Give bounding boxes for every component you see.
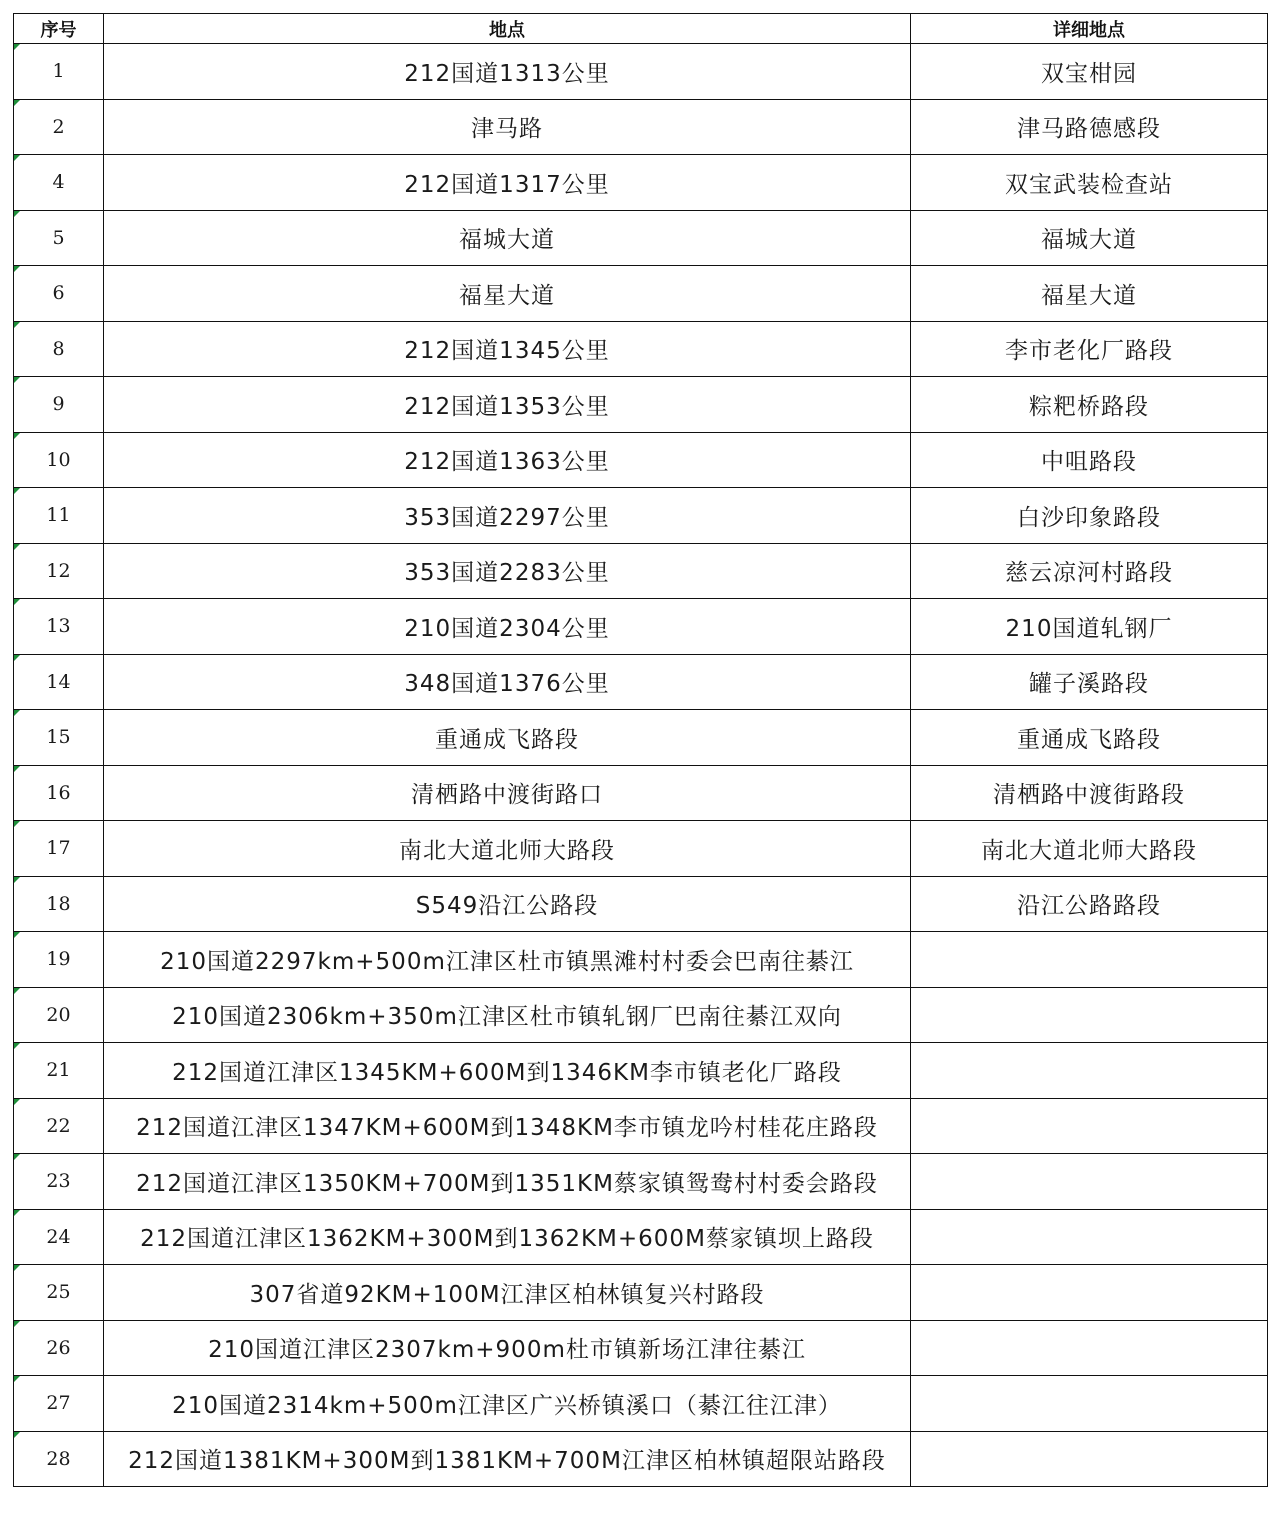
detail-cell: 福星大道	[911, 266, 1268, 322]
location-cell: 212国道江津区1362KM+300M到1362KM+600M蔡家镇坝上路段	[104, 1209, 911, 1265]
detail-cell	[911, 1376, 1268, 1432]
table-row	[14, 1098, 1268, 1154]
location-cell: 353国道2297公里	[104, 488, 911, 544]
row-index: 11	[46, 504, 71, 527]
table-row	[14, 1376, 1268, 1432]
row-index-cell	[14, 876, 104, 932]
cell-marker-icon	[14, 1265, 20, 1271]
location-cell: 210国道2314km+500m江津区广兴桥镇溪口（綦江往江津）	[104, 1376, 911, 1432]
cell-marker-icon	[14, 1376, 20, 1382]
table-row	[14, 876, 1268, 932]
table-row	[14, 543, 1268, 599]
row-index-cell	[14, 155, 104, 211]
row-index-cell	[14, 765, 104, 821]
location-cell: 212国道江津区1350KM+700M到1351KM蔡家镇鸳鸯村村委会路段	[104, 1154, 911, 1210]
row-index: 23	[46, 1170, 71, 1193]
row-index-cell	[14, 599, 104, 655]
row-index-cell	[14, 1154, 104, 1210]
detail-cell: 210国道轧钢厂	[911, 599, 1268, 655]
row-index-cell	[14, 1209, 104, 1265]
header-row	[14, 14, 1268, 44]
detail-cell: 双宝柑园	[911, 44, 1268, 100]
detail-cell: 津马路德感段	[911, 99, 1268, 155]
detail-cell	[911, 1154, 1268, 1210]
detail-cell: 清栖路中渡街路段	[911, 765, 1268, 821]
cell-marker-icon	[14, 266, 20, 272]
detail-cell: 南北大道北师大路段	[911, 821, 1268, 877]
cell-marker-icon	[14, 932, 20, 938]
table-row	[14, 821, 1268, 877]
row-index: 27	[46, 1392, 71, 1415]
table-row	[14, 1265, 1268, 1321]
detail-cell	[911, 1043, 1268, 1099]
location-cell: 清栖路中渡街路口	[104, 765, 911, 821]
cell-marker-icon	[14, 710, 20, 716]
location-cell: 210国道2297km+500m江津区杜市镇黑滩村村委会巴南往綦江	[104, 932, 911, 988]
table-row	[14, 987, 1268, 1043]
row-index: 18	[46, 892, 71, 915]
cell-marker-icon	[14, 377, 20, 383]
row-index: 28	[46, 1447, 71, 1470]
table-row	[14, 321, 1268, 377]
cell-marker-icon	[14, 488, 20, 494]
row-index-cell	[14, 654, 104, 710]
row-index: 9	[52, 393, 65, 416]
row-index: 4	[52, 171, 65, 194]
location-table	[13, 13, 1268, 1487]
row-index: 25	[46, 1281, 71, 1304]
row-index-cell	[14, 987, 104, 1043]
location-cell: 南北大道北师大路段	[104, 821, 911, 877]
location-cell: 307省道92KM+100M江津区柏林镇复兴村路段	[104, 1265, 911, 1321]
row-index-cell	[14, 710, 104, 766]
location-cell: S549沿江公路段	[104, 876, 911, 932]
table-row	[14, 432, 1268, 488]
row-index: 13	[46, 615, 71, 638]
cell-marker-icon	[14, 1099, 20, 1105]
cell-marker-icon	[14, 211, 20, 217]
row-index: 6	[52, 282, 65, 305]
row-index: 2	[52, 115, 65, 138]
row-index: 26	[46, 1336, 71, 1359]
table-row	[14, 44, 1268, 100]
detail-cell: 中咀路段	[911, 432, 1268, 488]
detail-cell: 福城大道	[911, 210, 1268, 266]
location-cell: 212国道江津区1347KM+600M到1348KM李市镇龙吟村桂花庄路段	[104, 1098, 911, 1154]
row-index: 5	[52, 226, 65, 249]
location-cell: 212国道1353公里	[104, 377, 911, 433]
cell-marker-icon	[14, 1321, 20, 1327]
row-index-cell	[14, 1265, 104, 1321]
row-index-cell	[14, 321, 104, 377]
cell-marker-icon	[14, 877, 20, 883]
detail-cell: 慈云凉河村路段	[911, 543, 1268, 599]
location-cell: 210国道2306km+350m江津区杜市镇轧钢厂巴南往綦江双向	[104, 987, 911, 1043]
row-index: 1	[52, 60, 65, 83]
cell-marker-icon	[14, 599, 20, 605]
location-cell: 210国道江津区2307km+900m杜市镇新场江津往綦江	[104, 1320, 911, 1376]
location-cell: 212国道1317公里	[104, 155, 911, 211]
location-cell: 212国道1381KM+300M到1381KM+700M江津区柏林镇超限站路段	[104, 1431, 911, 1487]
row-index-cell	[14, 1431, 104, 1487]
cell-marker-icon	[14, 988, 20, 994]
cell-marker-icon	[14, 322, 20, 328]
table-row	[14, 99, 1268, 155]
location-cell: 福城大道	[104, 210, 911, 266]
cell-marker-icon	[14, 1210, 20, 1216]
location-cell: 212国道1345公里	[104, 321, 911, 377]
detail-cell	[911, 1209, 1268, 1265]
row-index: 24	[46, 1225, 71, 1248]
detail-cell: 白沙印象路段	[911, 488, 1268, 544]
detail-cell	[911, 987, 1268, 1043]
row-index-cell	[14, 1376, 104, 1432]
location-cell: 212国道江津区1345KM+600M到1346KM李市镇老化厂路段	[104, 1043, 911, 1099]
row-index: 10	[46, 448, 71, 471]
table-row	[14, 1154, 1268, 1210]
detail-cell: 双宝武装检查站	[911, 155, 1268, 211]
row-index-cell	[14, 210, 104, 266]
location-cell: 212国道1363公里	[104, 432, 911, 488]
cell-marker-icon	[14, 655, 20, 661]
table-row	[14, 599, 1268, 655]
row-index: 12	[46, 559, 71, 582]
table-row	[14, 710, 1268, 766]
table-row	[14, 155, 1268, 211]
detail-cell	[911, 1098, 1268, 1154]
row-index-cell	[14, 44, 104, 100]
row-index-cell	[14, 1043, 104, 1099]
row-index-cell	[14, 488, 104, 544]
row-index: 15	[46, 726, 71, 749]
row-index-cell	[14, 99, 104, 155]
table-row	[14, 210, 1268, 266]
row-index-cell	[14, 932, 104, 988]
location-cell: 348国道1376公里	[104, 654, 911, 710]
row-index-cell	[14, 432, 104, 488]
row-index-cell	[14, 543, 104, 599]
table-row	[14, 765, 1268, 821]
detail-cell	[911, 1320, 1268, 1376]
header-location: 地点	[104, 14, 911, 44]
detail-cell: 粽粑桥路段	[911, 377, 1268, 433]
location-cell: 210国道2304公里	[104, 599, 911, 655]
row-index: 22	[46, 1114, 71, 1137]
table-row	[14, 932, 1268, 988]
cell-marker-icon	[14, 100, 20, 106]
detail-cell: 罐子溪路段	[911, 654, 1268, 710]
cell-marker-icon	[14, 44, 20, 50]
detail-cell: 李市老化厂路段	[911, 321, 1268, 377]
table-row	[14, 1043, 1268, 1099]
table-row	[14, 1209, 1268, 1265]
row-index: 19	[46, 948, 71, 971]
row-index: 20	[46, 1003, 71, 1026]
detail-cell	[911, 1265, 1268, 1321]
header-index: 序号	[14, 14, 104, 44]
detail-cell	[911, 932, 1268, 988]
cell-marker-icon	[14, 433, 20, 439]
cell-marker-icon	[14, 1043, 20, 1049]
location-cell: 津马路	[104, 99, 911, 155]
location-cell: 353国道2283公里	[104, 543, 911, 599]
table-row	[14, 488, 1268, 544]
row-index-cell	[14, 821, 104, 877]
table-row	[14, 377, 1268, 433]
row-index: 14	[46, 670, 71, 693]
header-detail: 详细地点	[911, 14, 1268, 44]
cell-marker-icon	[14, 766, 20, 772]
cell-marker-icon	[14, 821, 20, 827]
row-index-cell	[14, 377, 104, 433]
cell-marker-icon	[14, 1432, 20, 1438]
cell-marker-icon	[14, 155, 20, 161]
row-index-cell	[14, 1320, 104, 1376]
location-cell: 福星大道	[104, 266, 911, 322]
row-index: 8	[52, 337, 65, 360]
cell-marker-icon	[14, 1154, 20, 1160]
row-index: 17	[46, 837, 71, 860]
location-cell: 重通成飞路段	[104, 710, 911, 766]
cell-marker-icon	[14, 544, 20, 550]
row-index: 16	[46, 781, 71, 804]
table-row	[14, 1320, 1268, 1376]
row-index: 21	[46, 1059, 71, 1082]
detail-cell	[911, 1431, 1268, 1487]
location-cell: 212国道1313公里	[104, 44, 911, 100]
detail-cell: 沿江公路路段	[911, 876, 1268, 932]
row-index-cell	[14, 266, 104, 322]
table-row	[14, 654, 1268, 710]
table-row	[14, 1431, 1268, 1487]
detail-cell: 重通成飞路段	[911, 710, 1268, 766]
row-index-cell	[14, 1098, 104, 1154]
table-row	[14, 266, 1268, 322]
table-body	[14, 44, 1268, 1487]
